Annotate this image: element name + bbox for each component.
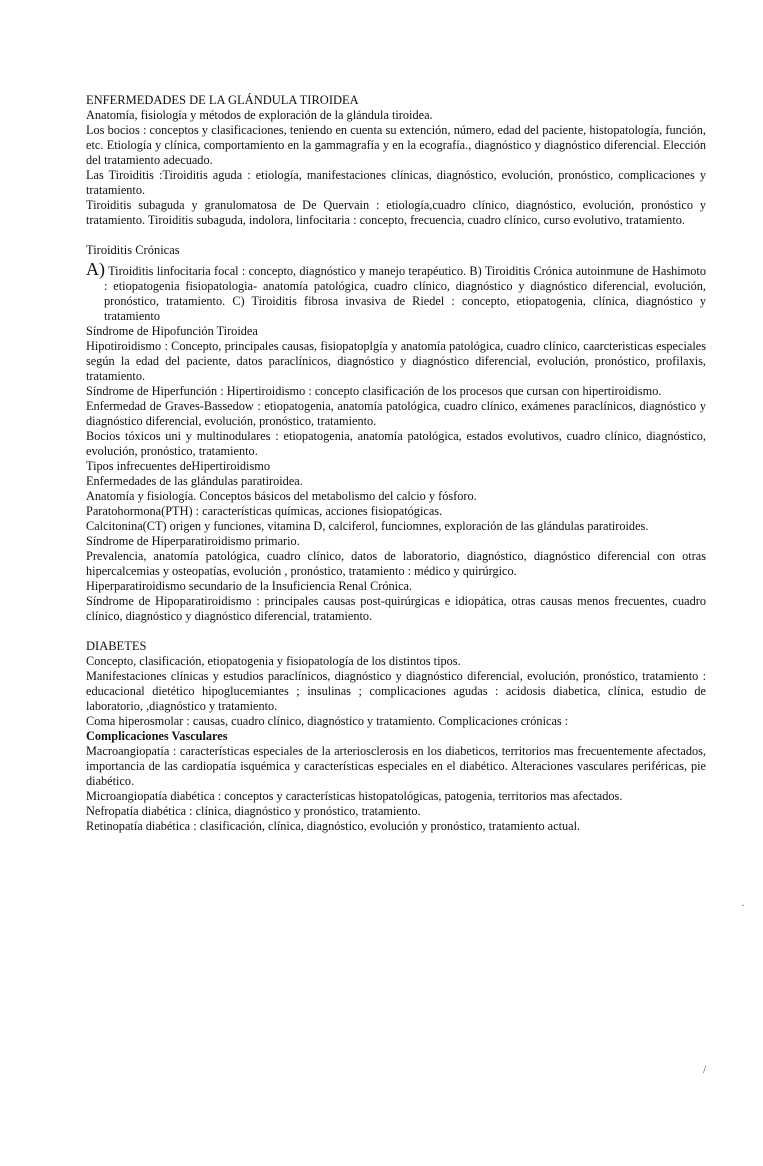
paragraph: Enfermedad de Graves-Bassedow : etiopatogenia, anatomía patológica, cuadro clínico, exámenes paraclínicos, diagnóstico y diagnóstico diferencial, evolución, pronóstico, tratamiento. — [86, 399, 706, 428]
intro-paragraph: Los bocios : conceptos y clasificaciones, teniendo en cuenta su extención, número, edad del paciente, histopatología, función, etc. Etiología y clínica, comportamiento en la gammagrafía y en la ecografía., diagnóstico y diagnóstico diferencial. Elección del tratamiento adecuado. — [86, 123, 706, 167]
diabetes-line: Concepto, clasificación, etiopatogenia y fisiopatología de los distintos tipos. — [86, 654, 461, 668]
paragraph: Síndrome de Hiperparatiroidismo primario. — [86, 534, 300, 548]
paragraph: Paratohormona(PTH) : características químicas, acciones fisiopatógicas. — [86, 504, 443, 518]
paragraph: Enfermedades de las glándulas paratiroidea. — [86, 474, 303, 488]
diabetes-line: Coma hiperosmolar : causas, cuadro clínico, diagnóstico y tratamiento. Complicaciones crónicas : — [86, 714, 569, 728]
paragraph: Síndrome de Hiperfunción : Hipertiroidismo : concepto clasificación de los procesos que cursan con hipertiroidismo. — [86, 384, 662, 398]
paragraph: Síndrome de Hipoparatiroidismo : principales causas post-quirúrgicas e idiopática, otras causas menos frecuentes, cuadro clínico, diagnóstico y diagnóstico diferencial, tratamiento. — [86, 594, 706, 623]
intro-paragraph: Anatomía, fisiología y métodos de exploración de la glándula tiroidea. — [86, 108, 433, 122]
cronicas-text: Tiroiditis linfocitaria focal : concepto, diagnóstico y manejo terapéutico. B) Tiroiditis Crónica autoinmune de Hashimoto : etiopatogenia fisiopatologia- anatomía patológica, cuadro clínico, diagnóstico y diagnóstico diferencial, evolución, pronóstico, tratamiento. C) Tiroiditis fibrosa invasiva de Riedel : concepto, etiopatogenia, clínica, diagnóstico y tratamiento — [104, 264, 706, 323]
paragraph: Hipotiroidismo : Concepto, principales causas, fisiopatoplgía y anatomía patológica, cuadro clínico, caarcteristicas especiales según la edad del paciente, datos paraclínicos, diagnóstico y diagnóstico diferencial, evolución, pronóstico, profilaxis, tratamiento. — [86, 339, 706, 383]
paragraph: Anatomía y fisiología. Conceptos básicos del metabolismo del calcio y fósforo. — [86, 489, 477, 503]
intro-paragraph: Tiroiditis subaguda y granulomatosa de De Quervain : etiología,cuadro clínico, diagnóstico, evolución, pronóstico y tratamiento. Tiroiditis subaguda, indolora, linfocitaria : concepto, frecuencia, cuadro clínico, curso evolutivo, tratamiento. — [86, 198, 706, 227]
diabetes-line: Microangiopatía diabética : conceptos y características histopatológicas, patogenia, territorios mas afectados. — [86, 789, 623, 803]
paragraph: Tipos infrecuentes deHipertiroidismo — [86, 459, 270, 473]
paragraph: Prevalencia, anatomía patológica, cuadro clínico, datos de laboratorio, diagnóstico, diagnóstico diferencial con otras hipercalcemias y osteopatías, evolución , pronóstico, tratamiento : médico y quirúrgico. — [86, 549, 706, 578]
diabetes-line: Retinopatía diabética : clasificación, clínica, diagnóstico, evolución y pronóstico, tratamiento actual. — [86, 819, 581, 833]
paragraph: Hiperparatiroidismo secundario de la Insuficiencia Renal Crónica. — [86, 579, 413, 593]
cronicas-letter: A) — [86, 259, 105, 279]
cronicas-paragraph — [86, 259, 706, 324]
complicaciones-subheading: Complicaciones Vasculares — [86, 729, 228, 743]
paragraph: Síndrome de Hipofunción Tiroidea — [86, 324, 258, 338]
document-title: ENFERMEDADES DE LA GLÁNDULA TIROIDEA — [86, 93, 359, 107]
intro-paragraph: Las Tiroiditis :Tiroiditis aguda : etiología, manifestaciones clínicas, diagnóstico, evolución, pronóstico, complicaciones y tratamiento. — [86, 168, 706, 197]
diabetes-line: Macroangiopatía : características especiales de la arteriosclerosis en los diabeticos, territorios mas frecuentemente afectados, importancia de las cardiopatía isquémica y características especiales en el diabético. Alteraciones vasculares periféricas, pie diabético. — [86, 744, 706, 788]
paragraph: Calcitonina(CT) origen y funciones, vitamina D, calciferol, funciomnes, exploración de las glándulas paratiroides. — [86, 519, 649, 533]
diabetes-heading: DIABETES — [86, 639, 147, 653]
paragraph: Bocios tóxicos uni y multinodulares : etiopatogenia, anatomía patológica, estados evolutivos, cuadro clínico, diagnóstico, evolución, pronóstico, tratamiento. — [86, 429, 706, 458]
diabetes-line: Nefropatía diabética : clínica, diagnóstico y pronóstico, tratamiento. — [86, 804, 421, 818]
cronicas-heading: Tiroiditis Crónicas — [86, 243, 180, 257]
diabetes-line: Manifestaciones clínicas y estudios paraclínicos, diagnóstico y diagnóstico diferencial, evolución, pronóstico, tratamiento : educacional dietético hipoglucemiantes ; insulinas ; complicaciones agudas : acidosis diabetica, clínica, estudio de laboratorio, ,diagnóstico y tratamiento. — [86, 669, 706, 713]
scan-mark: / — [703, 1062, 707, 1076]
scan-mark: · — [741, 898, 745, 912]
document-page — [86, 92, 706, 834]
